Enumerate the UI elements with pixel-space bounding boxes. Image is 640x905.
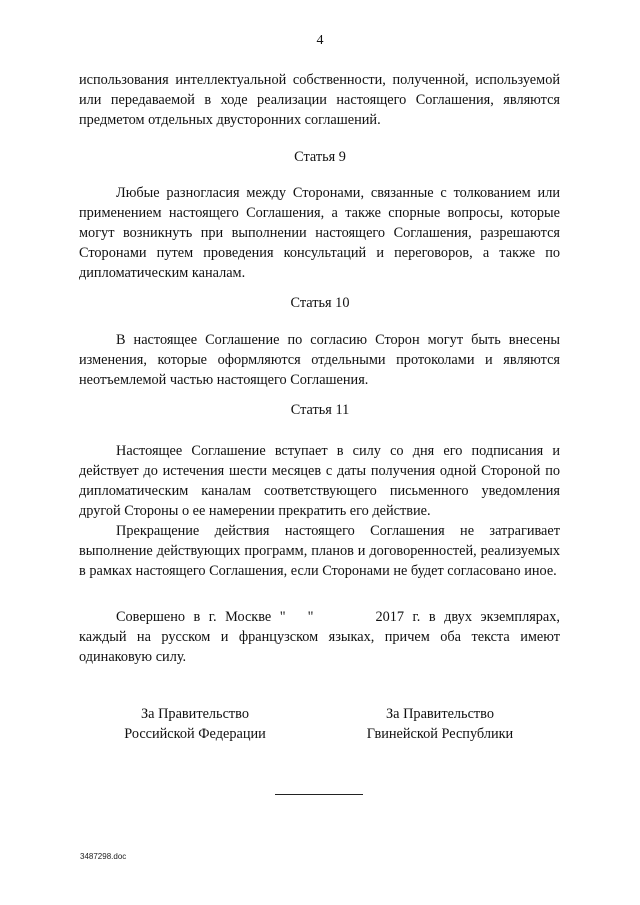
done-text-part1: Совершено в г. Москве " xyxy=(116,609,286,625)
intro-text: использования интеллектуальной собственности, полученной, используемой или передаваемой в ходе реализации настоящего Соглашения, являются предметом отдельных двусторонних соглашений. xyxy=(79,72,560,128)
done-text-part3: 2017 г. в двух экземплярах, каждый на русском и французском языках, причем оба текста имеют одинаковую силу. xyxy=(79,609,560,665)
end-rule xyxy=(275,794,363,795)
file-name: 3487298.doc xyxy=(80,852,127,861)
signature-guinea-line2: Гвинейской Республики xyxy=(366,726,514,742)
article-9-body xyxy=(79,183,560,283)
article-11-text-1: Настоящее Соглашение вступает в силу со дня его подписания и действует до истечения шести месяцев с даты получения одной Стороной по дипломатическим каналам соответствующего письменного уведомления другой Стороны о ее намерении прекратить его действие. xyxy=(79,443,560,519)
signature-guinea-line1: За Правительство xyxy=(386,706,494,722)
done-paragraph xyxy=(79,607,560,667)
article-11-text-2: Прекращение действия настоящего Соглашения не затрагивает выполнение действующих программ, планов и договоренностей, реализуемых в рамках настоящего Соглашения, если Сторонами не будет согласовано иное. xyxy=(79,523,560,579)
signature-russia-line2: Российской Федерации xyxy=(124,726,266,742)
page-number: 4 xyxy=(316,33,324,48)
signature-russia xyxy=(110,704,280,744)
done-text xyxy=(79,607,560,667)
article-9-text: Любые разногласия между Сторонами, связанные с толкованием или применением настоящего Соглашения, а также спорные вопросы, которые могут возникнуть при выполнении настоящего Соглашения, разрешаются Сторонами путем проведения консультаций и переговоров, а также по дипломатическим каналам. xyxy=(79,185,560,281)
article-9-title: Статья 9 xyxy=(294,149,346,165)
signature-russia-line1: За Правительство xyxy=(141,706,249,722)
article-10-title: Статья 10 xyxy=(290,295,350,311)
article-11-body xyxy=(79,441,560,581)
done-text-part2: " xyxy=(307,609,314,625)
article-11-title: Статья 11 xyxy=(290,402,350,418)
signature-guinea xyxy=(355,704,525,744)
article-10-body xyxy=(79,330,560,390)
intro-paragraph xyxy=(79,70,560,130)
article-10-text: В настоящее Соглашение по согласию Сторон могут быть внесены изменения, которые оформляются отдельными протоколами и являются неотъемлемой частью настоящего Соглашения. xyxy=(79,332,560,388)
